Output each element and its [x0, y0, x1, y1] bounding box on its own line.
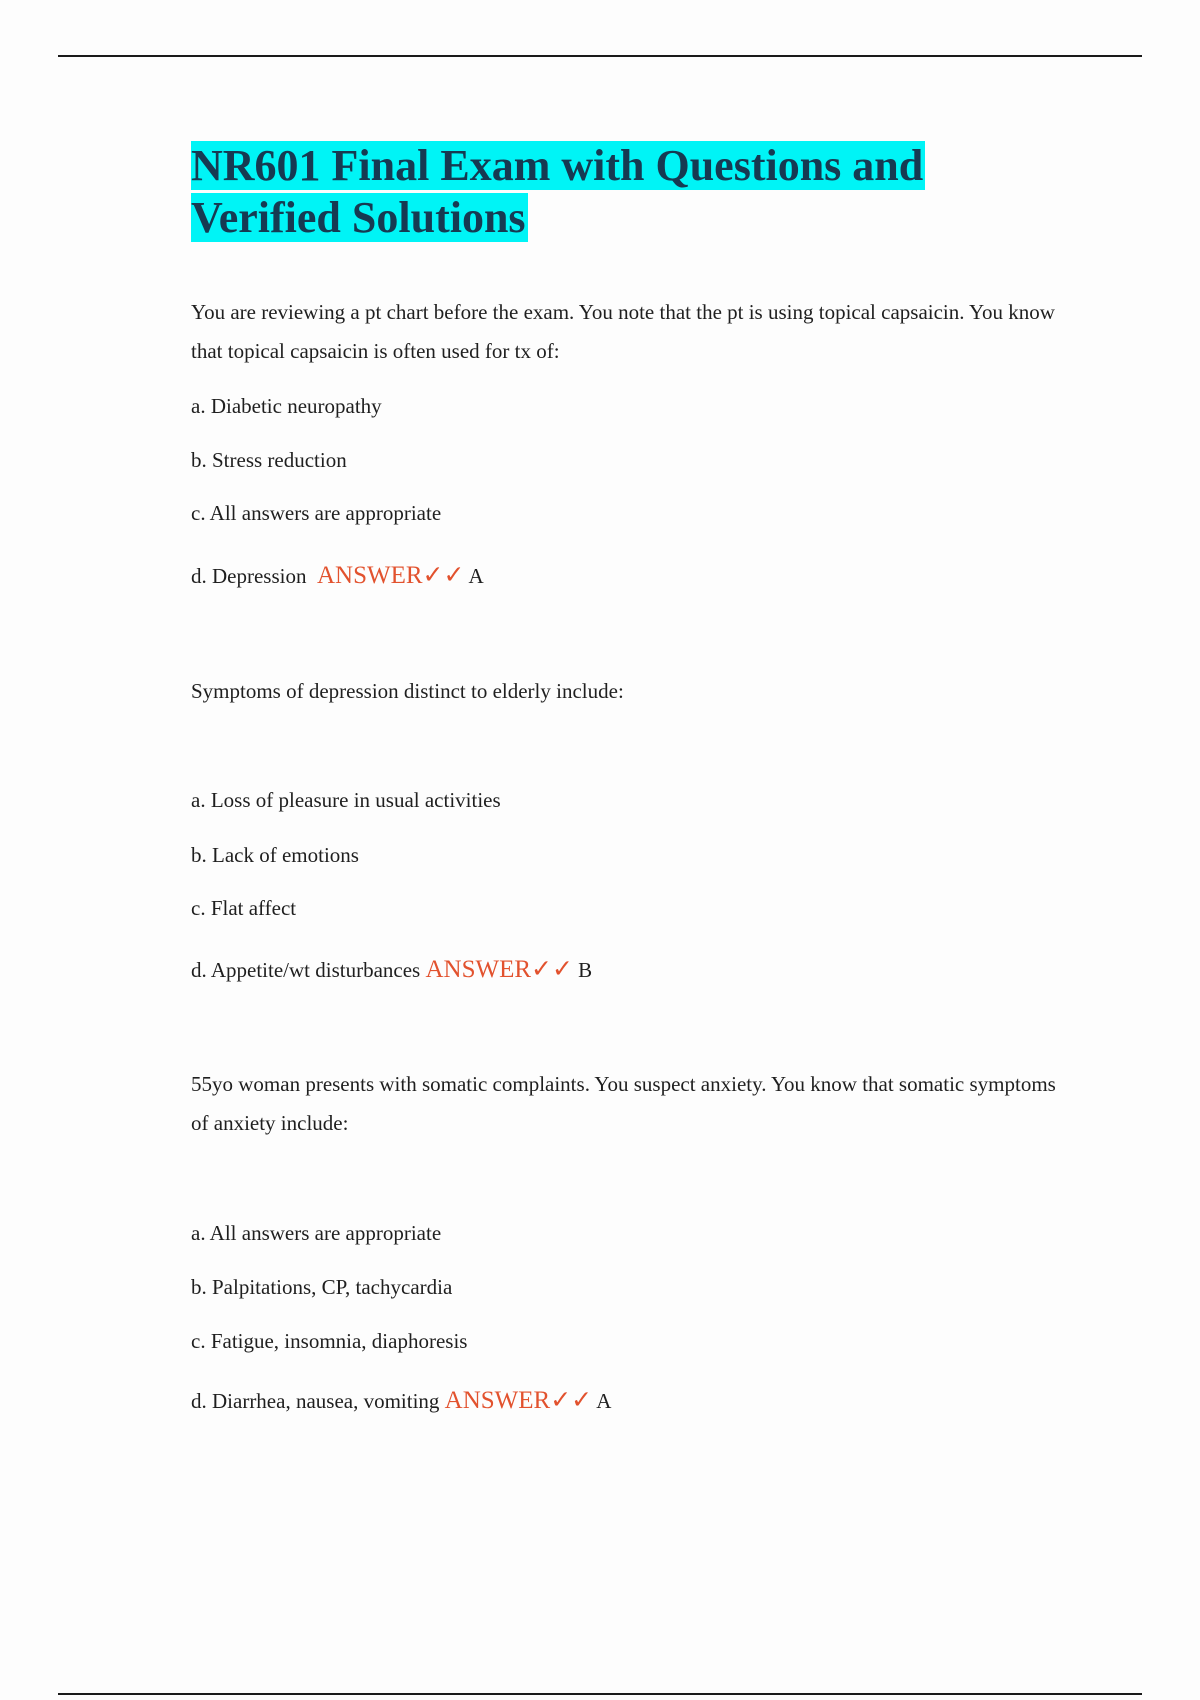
option-d: [191, 1388, 611, 1414]
option-a: a. Diabetic neuropathy: [191, 394, 382, 418]
option-a: a. Loss of pleasure in usual activities: [191, 788, 501, 812]
option-d-text: d. Depression: [191, 564, 307, 588]
page-title: NR601 Final Exam with Questions and Verified Solutions: [191, 141, 924, 242]
top-rule: [58, 55, 1142, 57]
option-c: c. Flat affect: [191, 896, 297, 920]
option-c: c. All answers are appropriate: [191, 501, 442, 525]
answer-label: ANSWER✓✓: [316, 562, 465, 589]
answer-label: ANSWER✓✓: [425, 956, 573, 983]
option-d: [191, 957, 592, 983]
question-stem: 55yo woman presents with somatic complaints. You suspect anxiety. You know that somatic symptoms of anxiety include:: [191, 1072, 1056, 1135]
option-c: c. Fatigue, insomnia, diaphoresis: [191, 1329, 468, 1353]
answer-value: A: [596, 1389, 612, 1413]
option-b: b. Lack of emotions: [191, 843, 359, 867]
option-b: b. Palpitations, CP, tachycardia: [191, 1275, 453, 1299]
answer-value: A: [468, 564, 484, 588]
option-a: a. All answers are appropriate: [191, 1221, 442, 1245]
answer-label: ANSWER✓✓: [444, 1387, 593, 1414]
option-d-text: d. Appetite/wt disturbances: [191, 958, 421, 982]
question-stem: Symptoms of depression distinct to elderly include:: [191, 679, 624, 703]
option-d-text: d. Diarrhea, nausea, vomiting: [191, 1389, 440, 1413]
answer-value: B: [578, 958, 593, 982]
document-body: [191, 140, 1071, 244]
question-stem: You are reviewing a pt chart before the exam. You note that the pt is using topical capsaicin. You know that topical capsaicin is often used for tx of:: [191, 300, 1055, 363]
option-d: [191, 563, 484, 589]
bottom-rule: [58, 1693, 1142, 1695]
option-b: b. Stress reduction: [191, 448, 347, 472]
